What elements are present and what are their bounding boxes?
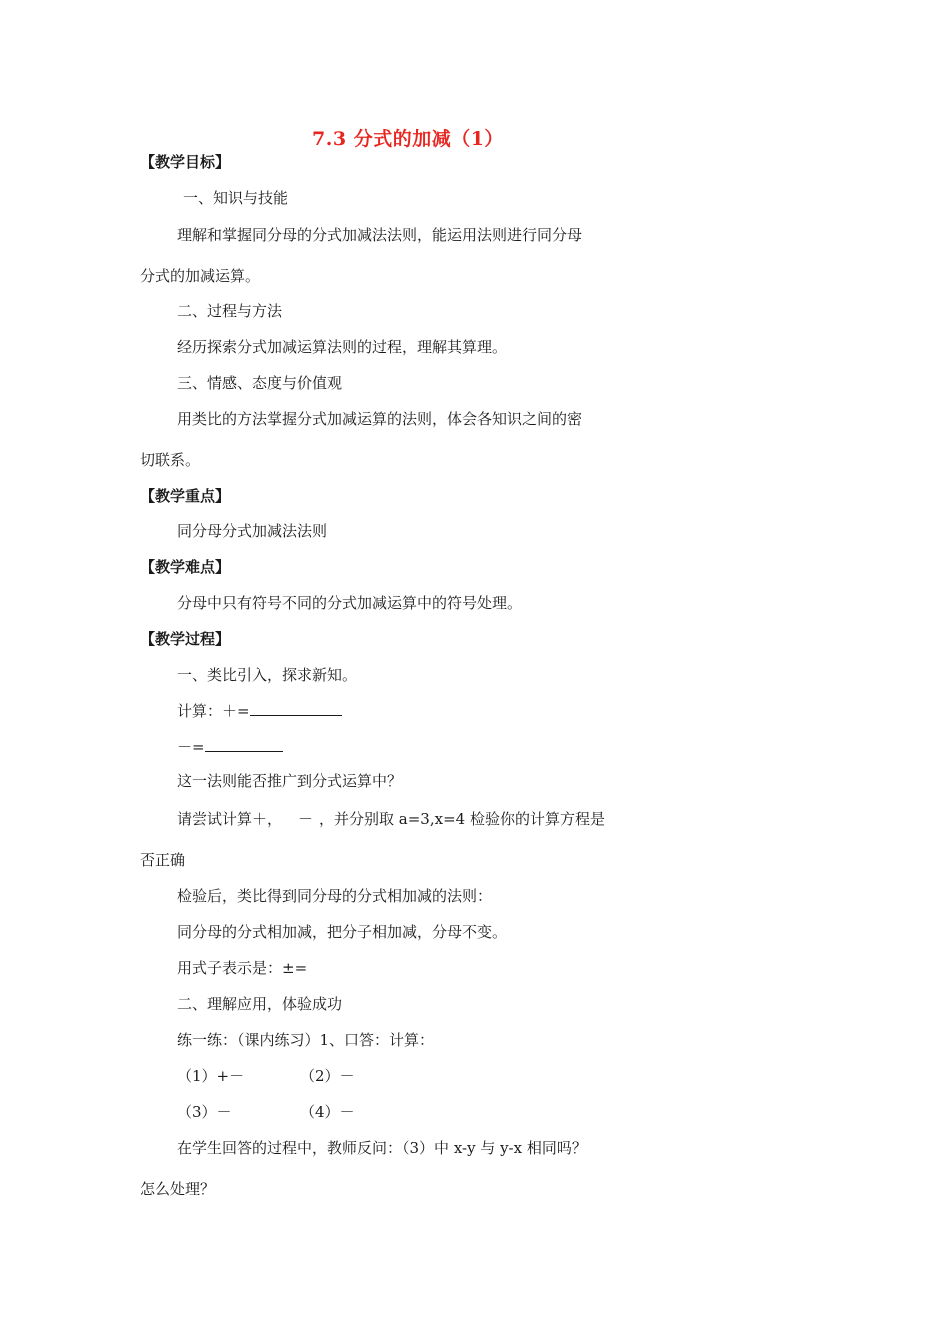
process1-title: 一、类比引入，探求新知。: [177, 666, 358, 684]
difficulty-header: 【教学难点】: [140, 558, 231, 576]
goal2-title: 二、过程与方法: [177, 302, 283, 320]
rule-text: 同分母的分式相加减，把分子相加减，分母不变。: [177, 923, 508, 941]
answer-blank-1: [250, 701, 342, 716]
goal1-text-a: 理解和掌握同分母的分式加减法法则，能运用法则进行同分母: [177, 226, 583, 244]
process2-title: 二、理解应用，体验成功: [177, 995, 343, 1013]
goal1-text-b: 分式的加减运算。: [140, 267, 261, 285]
question1: 这一法则能否推广到分式运算中？: [177, 772, 403, 790]
goal3-text-a: 用类比的方法掌握分式加减运算的法则，体会各知识之间的密: [177, 410, 583, 428]
practice-label: 练一练：（课内练习）1、口答：计算：: [177, 1031, 435, 1049]
exercise-1: （1）+－: [177, 1067, 245, 1085]
key-text: 同分母分式加减法法则: [177, 522, 328, 540]
process-header: 【教学过程】: [140, 630, 231, 648]
goal1-title: 一、知识与技能: [183, 189, 289, 207]
exercise-4: （4）－: [300, 1103, 355, 1121]
try-text-c: 否正确: [140, 851, 186, 869]
goal3-text-b: 切联系。: [140, 451, 201, 469]
calc-minus-label: －=: [177, 738, 205, 756]
exercise-2: （2）－: [300, 1067, 355, 1085]
answer-blank-2: [205, 737, 283, 752]
teacher-text: 在学生回答的过程中，教师反问：（3）中 x-y 与 y-x 相同吗？: [177, 1139, 587, 1157]
document-title: 7.3 分式的加减（1）: [312, 128, 504, 150]
goal3-title: 三、情感、态度与价值观: [177, 374, 343, 392]
check-text: 检验后，类比得到同分母的分式相加减的法则：: [177, 887, 493, 905]
calc-minus-line: [177, 737, 283, 757]
formula-text: 用式子表示是：±=: [177, 959, 308, 977]
difficulty-text: 分母中只有符号不同的分式加减运算中的符号处理。: [177, 594, 523, 612]
goal2-text: 经历探索分式加减运算法则的过程，理解其算理。: [177, 338, 508, 356]
goals-header: 【教学目标】: [140, 153, 231, 171]
try-text-b: ，并分别取 a=3,x=4 检验你的计算方程是: [319, 810, 605, 828]
calc-label: 计算：＋=: [177, 702, 250, 720]
teacher-text-b: 怎么处理？: [140, 1180, 216, 1198]
calc-line: [177, 701, 342, 721]
try-text-minus: －: [298, 810, 314, 828]
try-text-a: 请尝试计算＋，: [177, 810, 283, 828]
key-header: 【教学重点】: [140, 487, 231, 505]
try-line: [177, 809, 605, 829]
exercise-3: （3）－: [177, 1103, 232, 1121]
